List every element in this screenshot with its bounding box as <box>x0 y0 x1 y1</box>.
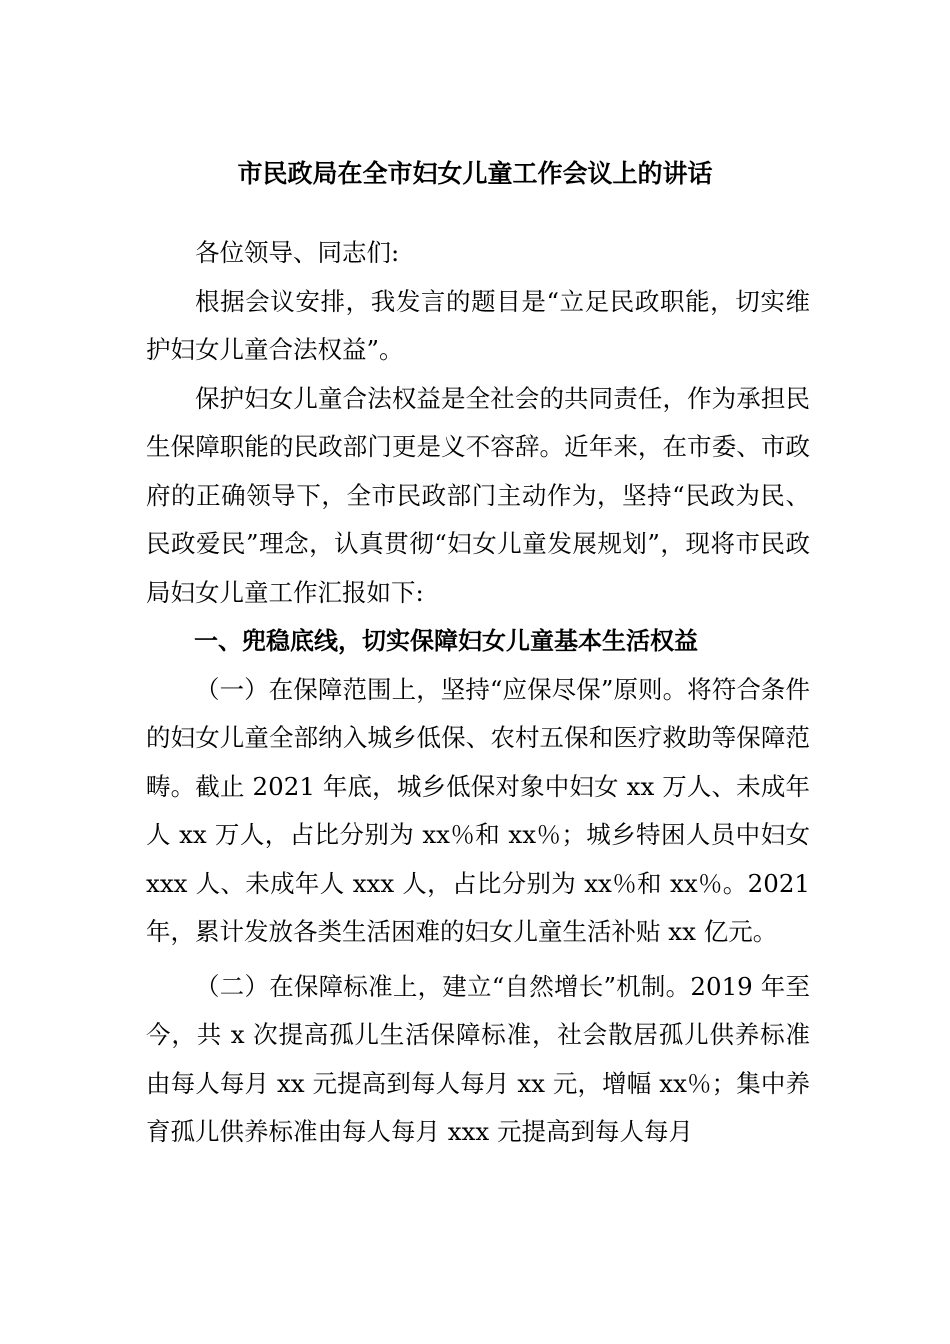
document-title: 市民政局在全市妇女儿童工作会议上的讲话 <box>237 159 713 188</box>
document-body <box>146 229 810 1157</box>
salutation: 各位领导、同志们: <box>195 238 400 267</box>
paragraph-intro: 保护妇女儿童合法权益是全社会的共同责任，作为承担民生保障职能的民政部门更是义不容辞。近年来，在市委、市政府的正确领导下，全市民政部门主动作为，坚持“民政为民、民政爱民”理念，认真贯彻“妇女儿童发展规划”，现将市民政局妇女儿童工作汇报如下: <box>146 383 810 607</box>
paragraph-topic: 根据会议安排，我发言的题目是“立足民政职能，切实维护妇女儿童合法权益”。 <box>146 286 810 364</box>
section-heading: 一、兜稳底线，切实保障妇女儿童基本生活权益 <box>194 627 698 655</box>
paragraph-standard: （二）在保障标准上，建立“自然增长”机制。2019 年至今，共 x 次提高孤儿生活保障标准，社会散居孤儿供养标准由每人每月 xx 元提高到每人每月 xx 元，增幅 xx％；集中养育孤儿供养标准由每人每月 xxx 元提高到每人每月 <box>146 971 810 1146</box>
paragraph-scope: （一）在保障范围上，坚持“应保尽保”原则。将符合条件的妇女儿童全部纳入城乡低保、农村五保和医疗救助等保障范畴。截止 2021 年底，城乡低保对象中妇女 xx 万人、未成年人 xx 万人，占比分别为 xx％和 xx％；城乡特困人员中妇女 xxx 人、未成年人 xxx 人，占比分别为 xx％和 xx％。2021 年，累计发放各类生活困难的妇女儿童生活补贴 xx 亿元。 <box>146 674 810 946</box>
